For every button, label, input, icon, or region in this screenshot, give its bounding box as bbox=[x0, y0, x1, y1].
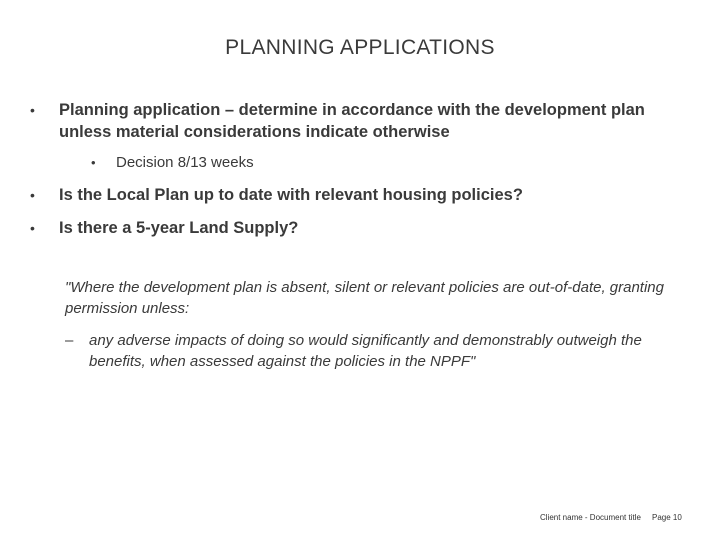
footer-page-number: Page 10 bbox=[652, 513, 682, 522]
sub-bullet-text: Decision 8/13 weeks bbox=[116, 154, 254, 171]
bullet-text: Planning application – determine in accordance with the development plan unless material considerations indicate otherwise bbox=[59, 101, 645, 141]
footer-document-title: Client name - Document title bbox=[540, 513, 641, 522]
policy-quote: "Where the development plan is absent, silent or relevant policies are out-of-date, granting permission unless: bbox=[65, 279, 664, 317]
bullet-planning-application bbox=[30, 99, 670, 143]
bullet-land-supply bbox=[30, 217, 670, 239]
bullet-marker: • bbox=[30, 187, 35, 203]
quote-subpoint-text: any adverse impacts of doing so would significantly and demonstrably outweigh the benefits, when assessed against the policies in the NPPF" bbox=[89, 332, 642, 370]
bullet-marker: • bbox=[30, 220, 35, 236]
sub-bullet-decision bbox=[91, 153, 651, 173]
slide-title: PLANNING APPLICATIONS bbox=[225, 36, 495, 59]
bullet-text: Is there a 5-year Land Supply? bbox=[59, 219, 299, 237]
bullet-text: Is the Local Plan up to date with relevant housing policies? bbox=[59, 186, 523, 204]
bullet-marker: • bbox=[30, 102, 35, 118]
dash-marker: – bbox=[65, 332, 74, 349]
bullet-local-plan bbox=[30, 184, 670, 206]
policy-quote-subpoint bbox=[65, 330, 665, 372]
sub-bullet-marker: • bbox=[91, 155, 96, 170]
